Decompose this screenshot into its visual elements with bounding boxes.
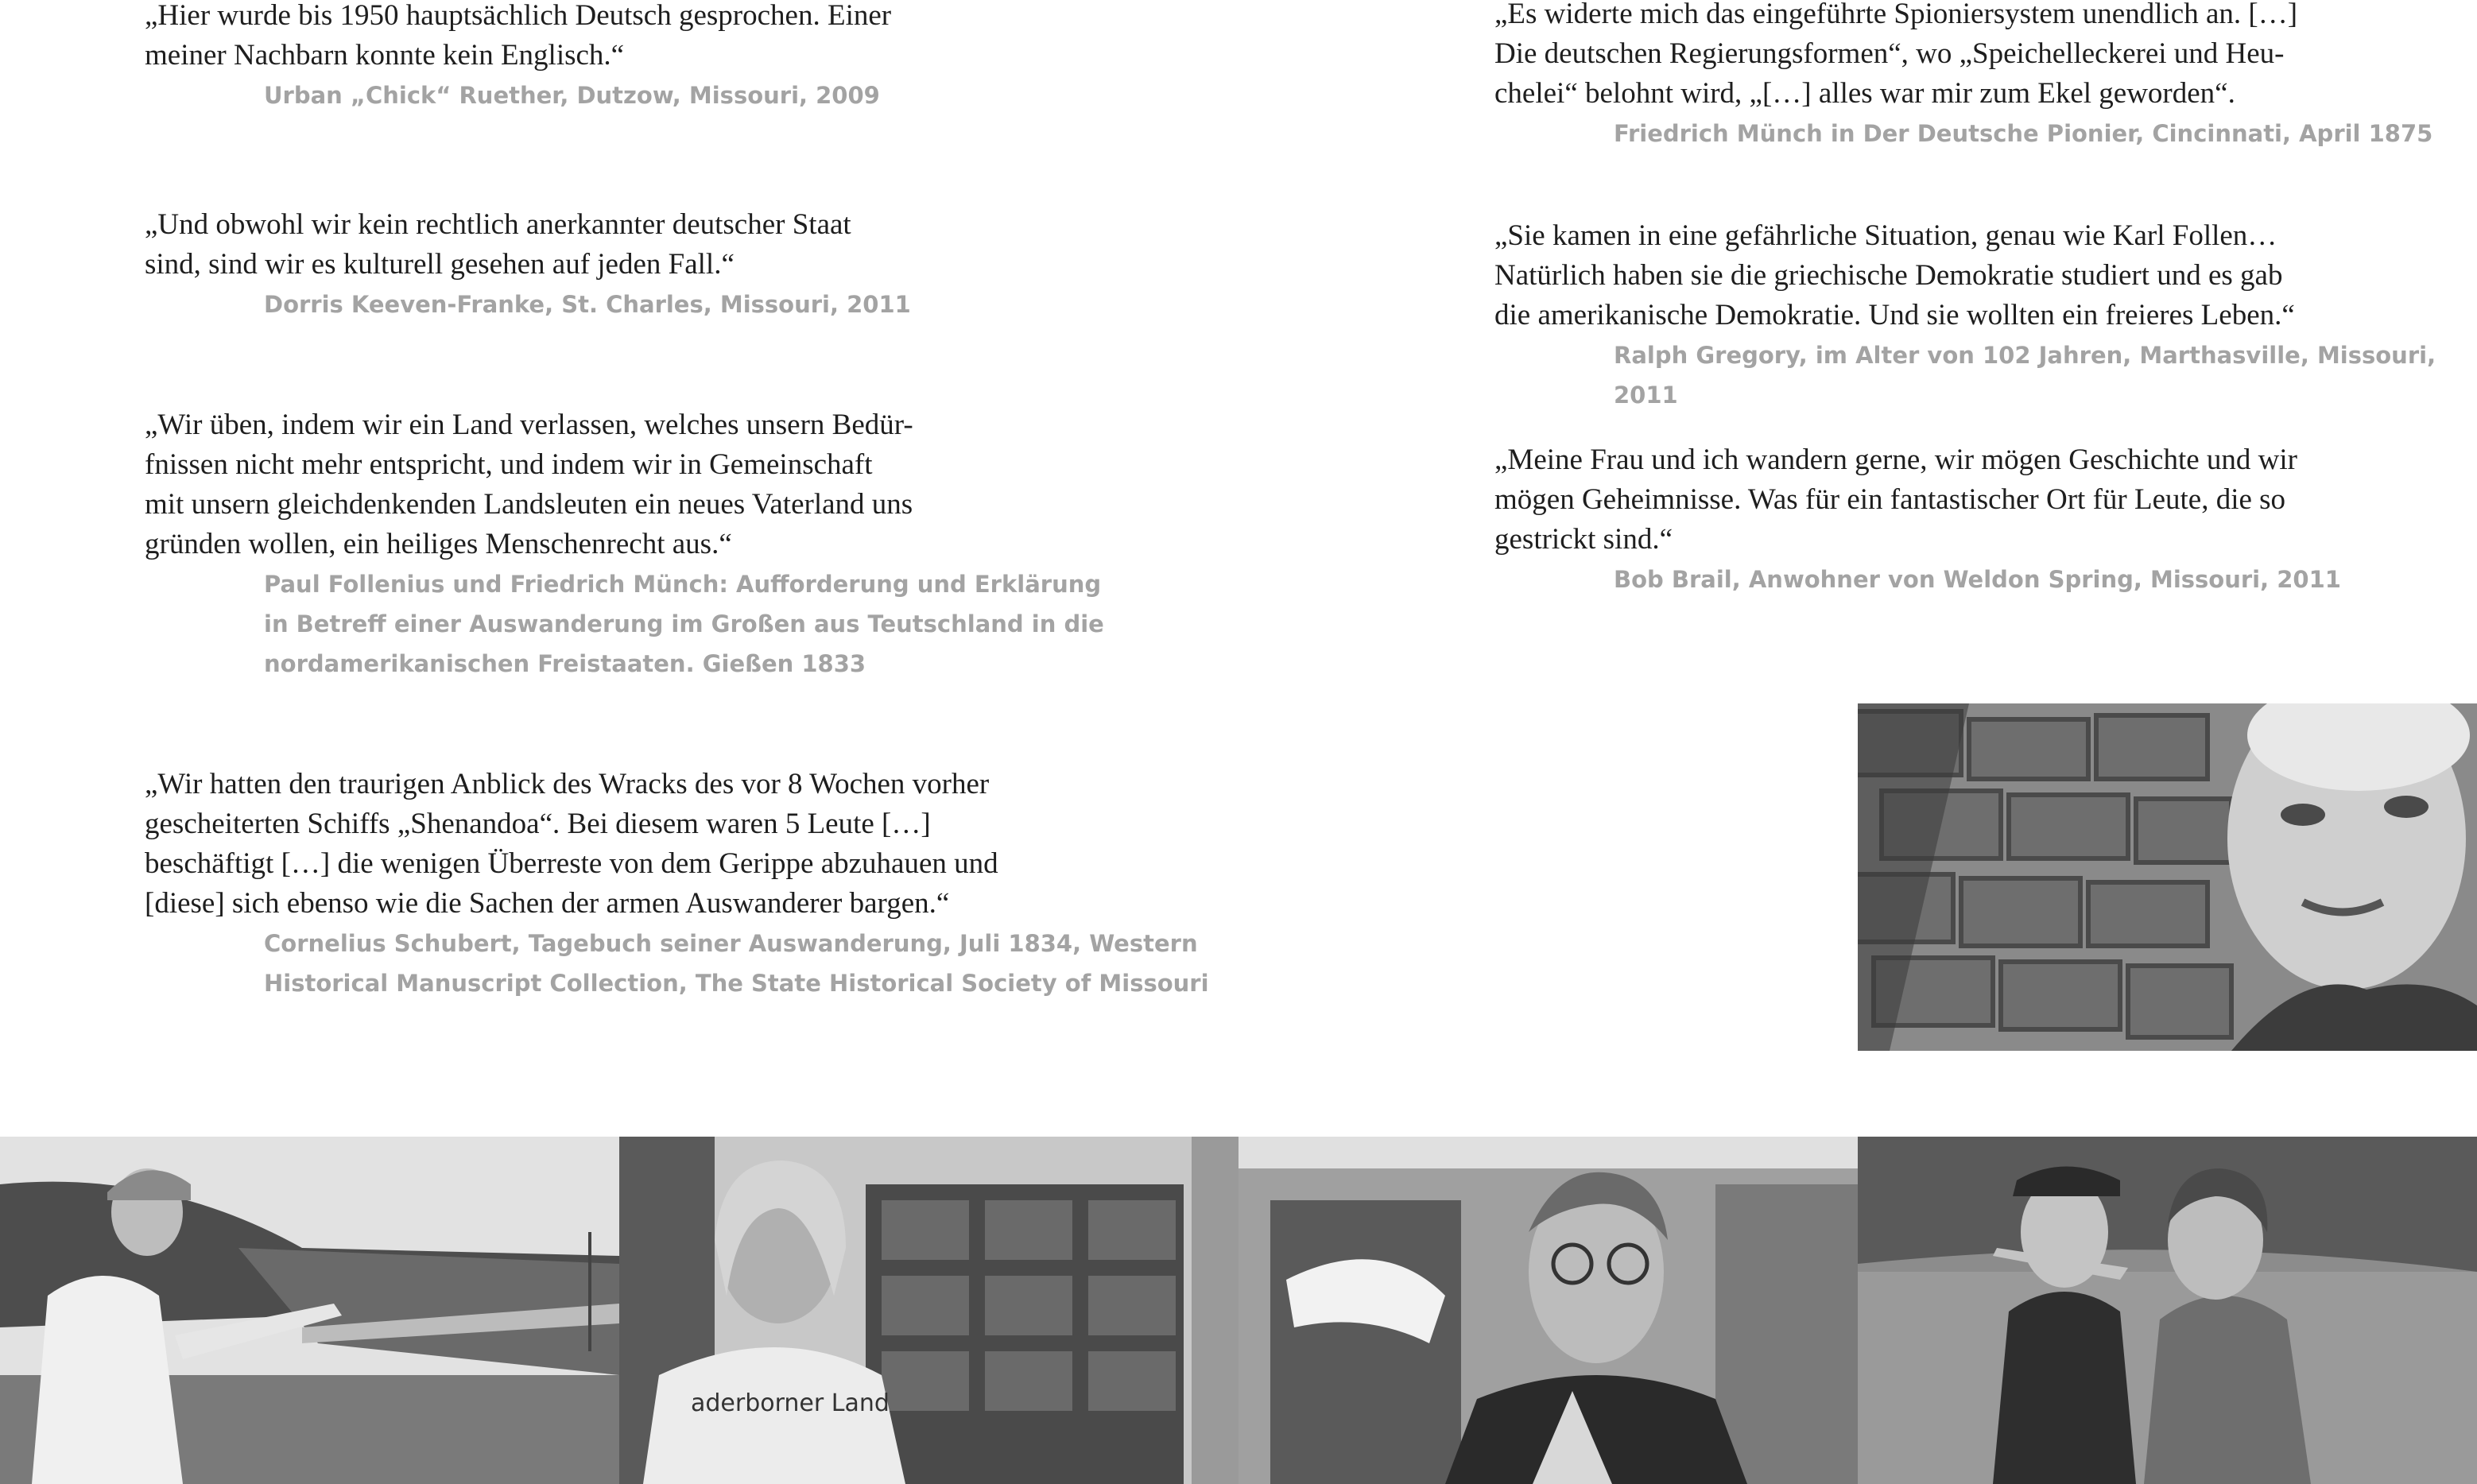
photo-archive-woman: [619, 1137, 1238, 1484]
quote-attribution: Ralph Gregory, im Alter von 102 Jahren, Marthasville, Missouri, 2011: [1614, 342, 2436, 409]
shirt-text: aderborner Land: [691, 1389, 890, 1417]
quote-schubert: [145, 765, 1209, 1003]
quote-ruether: [145, 0, 891, 115]
quote-attribution: Cornelius Schubert, Tagebuch seiner Auswanderung, Juli 1834, Western Historical Manuscript Collection, The State Historical Society of Missouri: [264, 930, 1209, 997]
quote-keeven-franke: [145, 205, 911, 324]
quote-text: „Meine Frau und ich wandern gerne, wir mögen Geschichte und wir mögen Geheimnisse. Was für ein fantastischer Ort für Leute, die so gestrickt sind.“: [1494, 444, 2297, 556]
quote-text: „Es widerte mich das eingeführte Spioniersystem unendlich an. […] Die deutschen Regierungsformen“, wo „Speichelleckerei und Heu- chelei“ belohnt wird, „[…] alles war mir zum Ekel geworden“.: [1494, 0, 2298, 110]
photo-road-man: [0, 1137, 619, 1484]
quote-muench-pionier: [1494, 0, 2432, 153]
photo-office-man: [1238, 1137, 1858, 1484]
quote-gregory: [1494, 216, 2477, 415]
quote-follenius-muench: [145, 405, 1104, 684]
quote-text: „Wir üben, indem wir ein Land verlassen, welches unsern Bedür- fnissen nicht mehr entspricht, und indem wir in Gemeinschaft mit unsern gleichdenkenden Landsleuten ein neues Vaterland uns gründen wollen, ein heiliges Menschenrecht aus.“: [145, 409, 913, 560]
quote-attribution: Paul Follenius und Friedrich Münch: Aufforderung und Erklärung in Betreff einer Auswanderung im Großen aus Teutschland in die nordamerikanischen Freistaaten. Gießen 1833: [264, 571, 1104, 677]
quote-attribution: Urban „Chick“ Ruether, Dutzow, Missouri, 2009: [264, 82, 880, 109]
quote-attribution: Friedrich Münch in Der Deutsche Pionier, Cincinnati, April 1875: [1614, 120, 2433, 147]
quote-attribution: Bob Brail, Anwohner von Weldon Spring, Missouri, 2011: [1614, 566, 2341, 593]
quote-text: „Hier wurde bis 1950 hauptsächlich Deutsch gesprochen. Einer meiner Nachbarn konnte kein Englisch.“: [145, 0, 892, 72]
quote-text: „Wir hatten den traurigen Anblick des Wracks des vor 8 Wochen vorher gescheiterten Schiffs „Shenandoa“. Bei diesem waren 5 Leute […] beschäftigt […] die wenigen Überreste von dem Gerippe abzuhauen und [diese] sich ebenso wie die Sachen der armen Auswanderer bargen.“: [145, 768, 998, 920]
photo-couple-pointing: [1858, 1137, 2477, 1484]
quote-text: „Sie kamen in eine gefährliche Situation, genau wie Karl Follen… Natürlich haben sie die griechische Demokratie studiert und es gab die amerikanische Demokratie. Und sie wollten ein freieres Leben.“: [1494, 219, 2295, 331]
quote-brail: [1494, 440, 2341, 599]
portrait-photo: [1858, 703, 2477, 1051]
quote-text: „Und obwohl wir kein rechtlich anerkannter deutscher Staat sind, sind wir es kulturell gesehen auf jeden Fall.“: [145, 208, 851, 281]
quote-attribution: Dorris Keeven-Franke, St. Charles, Missouri, 2011: [264, 291, 911, 318]
